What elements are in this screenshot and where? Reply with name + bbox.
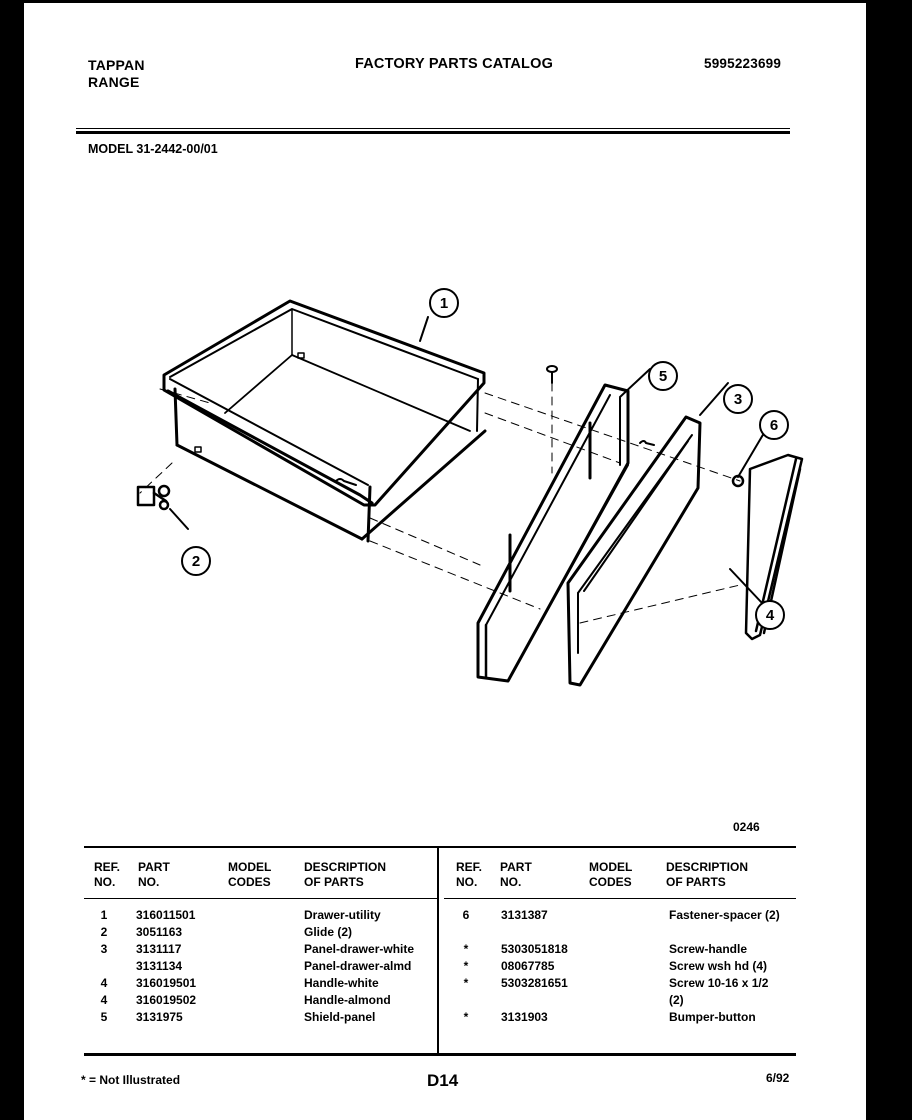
table-row: 5 3131975 Shield-panel [100, 1010, 376, 1024]
model-number: MODEL 31-2442-00/01 [88, 142, 218, 156]
callout-4: 4 [765, 607, 775, 624]
table-row: * 5303051818 Screw-handle [463, 942, 748, 956]
table-row: 2 3051163 Glide (2) [100, 925, 353, 939]
brand-name: TAPPAN [88, 57, 145, 73]
diagram-code: 0246 [733, 820, 760, 834]
glide-illustration [138, 486, 169, 509]
parts-table-right [444, 848, 794, 1053]
header-description: DESCRIPTION OF PARTS [666, 860, 749, 889]
scan-border-right [866, 0, 912, 1120]
catalog-number: 5995223699 [704, 56, 782, 71]
brand-block [88, 57, 145, 91]
header-rule-thin [76, 128, 790, 129]
table-row: 4 316019501 Handle-white [100, 976, 379, 990]
callout-5: 5 [658, 368, 668, 385]
footnote-not-illustrated: * = Not Illustrated [81, 1073, 181, 1087]
table-row: * 3131903 Bumper-button [463, 1010, 756, 1024]
callout-2: 2 [191, 553, 201, 570]
scan-border-left [0, 0, 24, 1120]
parts-table [84, 846, 796, 1056]
table-column-divider [437, 848, 439, 1053]
header-rule [444, 898, 796, 899]
parts-table-left [84, 848, 434, 1053]
table-row: * 5303281651 Screw 10-16 x 1/2 [463, 976, 769, 990]
table-row: 6 3131387 Fastener-spacer (2) [462, 908, 780, 922]
header-rule-thick [76, 131, 790, 134]
header-model-codes: MODEL CODES [589, 860, 633, 889]
callout-3: 3 [733, 391, 743, 408]
catalog-page [24, 3, 866, 1120]
table-row: * 08067785 Screw wsh hd (4) [463, 959, 768, 973]
header-ref-no: REF. NO. [94, 860, 121, 889]
exploded-parts-diagram [100, 273, 820, 713]
table-row: (2) [669, 993, 684, 1007]
drawer-utility-illustration [164, 301, 485, 541]
table-row: 3131134 Panel-drawer-almd [136, 959, 412, 973]
page-number: D14 [427, 1071, 459, 1090]
header-description: DESCRIPTION OF PARTS [304, 860, 387, 889]
catalog-title: FACTORY PARTS CATALOG [355, 56, 554, 72]
revision-date: 6/92 [766, 1071, 790, 1085]
header-part-no: PART NO. [138, 860, 170, 889]
table-row: 3 3131117 Panel-drawer-white [100, 942, 415, 956]
header-rule [84, 898, 437, 899]
header-part-no: PART NO. [500, 860, 532, 889]
table-row: 1 316011501 Drawer-utility [100, 908, 381, 922]
header-model-codes: MODEL CODES [228, 860, 272, 889]
product-type: RANGE [88, 74, 140, 90]
callout-6: 6 [769, 417, 779, 434]
header-ref-no: REF. NO. [456, 860, 483, 889]
table-row: 4 316019502 Handle-almond [100, 993, 391, 1007]
callout-1: 1 [439, 295, 449, 312]
